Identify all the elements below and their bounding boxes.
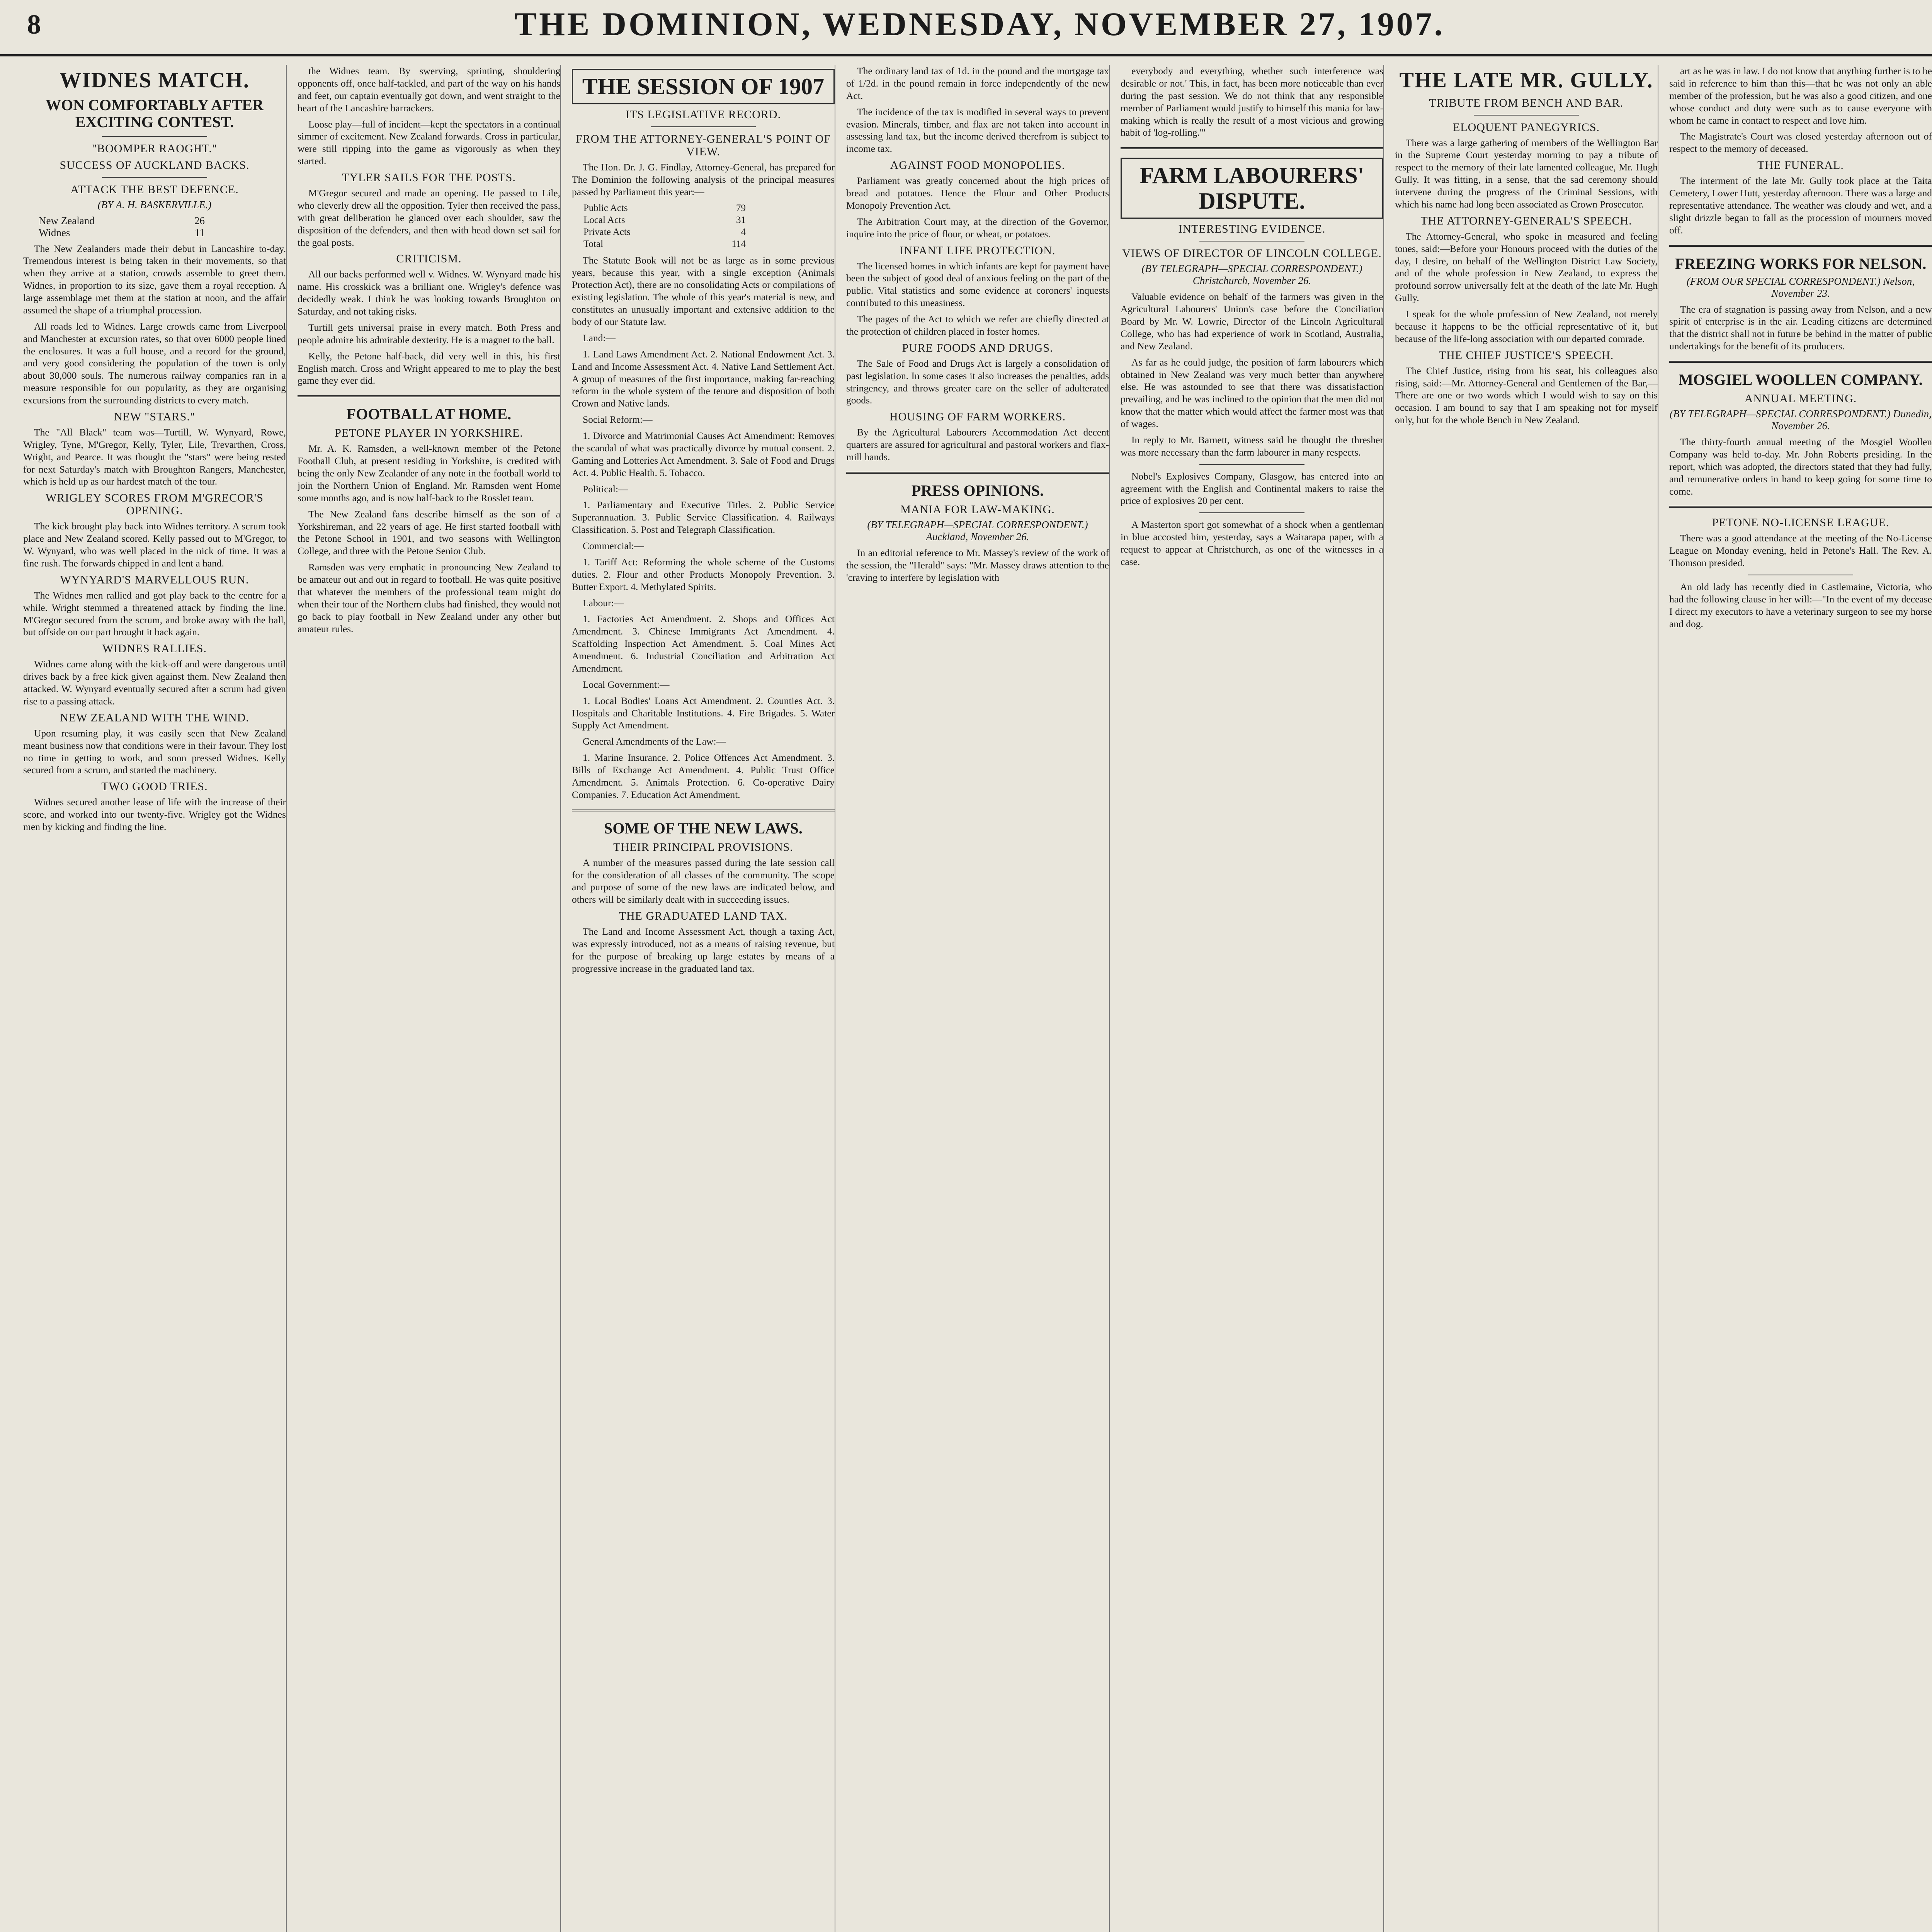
divider [1669, 245, 1932, 247]
paragraph: In an editorial reference to Mr. Massey's review of the work of the session, the "Herald" says: "Mr. Massey draws attention to the 'craving to interfere by legislation with [846, 547, 1109, 583]
paragraph: The Sale of Food and Drugs Act is largely a consolidation of past legislation. In some cases it also increases the penalties, adds stringency, and throws greater care on the seller of adulterated goods. [846, 357, 1109, 406]
section-heading: NEW ZEALAND WITH THE WIND. [60, 711, 249, 724]
score-row: New Zealand 26 [39, 214, 205, 226]
paragraph: 1. Parliamentary and Executive Titles. 2. Public Service Superannuation. 3. Public Service Classification. 4. Railways Classification. 5. Post and Telegraph Classification. [572, 499, 835, 536]
paragraph: The kick brought play back into Widnes territory. A scrum took place and New Zealand scored. Kelly passed out to M'Gregor, to W. Wynyard, who was well placed in the nick of time. It was a fine rush. The forwards chipped in and lent a hand. [23, 520, 286, 569]
headline: FREEZING WORKS FOR NELSON. [1675, 255, 1927, 272]
section-heading: CRITICISM. [396, 252, 462, 265]
paragraph: 1. Divorce and Matrimonial Causes Act Amendment: Removes the scandal of what was practically divorce by mutual consent. 2. Gaming and Lotteries Act Amendment. 3. Sale of Food and Drugs Act. 4. Public Health. 5. Tobacco. [572, 430, 835, 478]
divider [1121, 147, 1383, 149]
list-heading: Social Reform:— [583, 414, 653, 425]
paragraph: Kelly, the Petone half-back, did very well in this, his first English match. Cross and Wright appeared to me to play the best game they ever did. [298, 350, 560, 386]
subheadline: PETONE PLAYER IN YORKSHIRE. [335, 427, 523, 440]
page-number: 8 [27, 9, 41, 40]
section-heading: THE GRADUATED LAND TAX. [619, 910, 788, 923]
subheadline: INTERESTING EVIDENCE. [1178, 223, 1326, 236]
paragraph: Widnes came along with the kick-off and were dangerous until drives back by a free kick given against them. New Zealand then attacked. W. Wynyard eventually secured after a scrum had given rise to a passing attack. [23, 658, 286, 707]
paragraph: The thirty-fourth annual meeting of the Mosgiel Woollen Company was held to-day. Mr. John Roberts presiding. In the report, which was adopted, the directors stated that they had fully, and remunerative orders in hand to keep going for some time to come. [1669, 436, 1932, 497]
paragraph: The licensed homes in which infants are kept for payment have been the subject of good deal of anxious feeling on the part of the public. Vital statistics and some evidence at coroners' inquests contributed to this uneasiness. [846, 260, 1109, 309]
paragraph: The Chief Justice, rising from his seat, his colleagues also rising, said:—Mr. Attorney-General and Gentlemen of the Bar,—There are one or two words which I would wish to say on this occasion. I am bound to say that I am speaking not for myself only, but for the whole Bench in New Zealand. [1395, 365, 1658, 426]
column-session-1907 [572, 65, 835, 1932]
headline: THE LATE MR. GULLY. [1399, 68, 1653, 92]
section-heading: TYLER SAILS FOR THE POSTS. [342, 171, 516, 184]
headline: FOOTBALL AT HOME. [346, 405, 512, 423]
section-heading: THE ATTORNEY-GENERAL'S SPEECH. [1420, 214, 1632, 227]
list-heading: Labour:— [583, 597, 624, 609]
list-heading: Political:— [583, 483, 628, 495]
column-late-mr-gully [1395, 65, 1658, 1932]
divider [651, 126, 756, 127]
paragraph: The Arbitration Court may, at the direction of the Governor, inquire into the price of flour, or wheat, or potatoes. [846, 216, 1109, 240]
paragraph: 1. Marine Insurance. 2. Police Offences Act Amendment. 3. Bills of Exchange Act Amendment. 4. Public Trust Office Amendment. 5. Animals Protection. 6. Co-operative Dairy Companies. 7. Education Act Amendment. [572, 752, 835, 800]
subheadline: SUCCESS OF AUCKLAND BACKS. [60, 158, 250, 172]
paragraph: In reply to Mr. Barnett, witness said he thought the thresher was more necessary than the farm labourer in many respects. [1121, 434, 1383, 458]
paragraph: The New Zealanders made their debut in Lancashire to-day. Tremendous interest is being taken in their movements, so that when they arrive at a station, crowds assemble to greet them. Widnes, in proportion to its size, gave them a royal reception. A large assemblage met them at the station at noon, and the affair assumed the shape of a triumphal procession. [23, 243, 286, 316]
paragraph: There was a large gathering of members of the Wellington Bar in the Supreme Court yesterday morning to pay a tribute of respect to the memory of their late lamented colleague, Mr. Hugh Gully. It was fitting, in a sense, that the sad ceremony should intervene during the progress of the Criminal Sessions, with which his name had long been associated as Crown Prosecutor. [1395, 137, 1658, 210]
divider [1199, 241, 1304, 242]
acts-row: Total 114 [583, 239, 746, 250]
section-heading: PETONE NO-LICENSE LEAGUE. [1712, 516, 1889, 529]
paragraph: The incidence of the tax is modified in several ways to prevent evasion. Minerals, timber, and flax are not taken into account in assessing land tax, but the income derived therefrom is subject to income tax. [846, 106, 1109, 155]
paragraph: The era of stagnation is passing away from Nelson, and a new spirit of enterprise is in the air. Leading citizens are determined that the district shall not in future be behind in the matter of public undertakings for the benefit of its producers. [1669, 303, 1932, 352]
column-widnes-continued [298, 65, 561, 1932]
subheadline: ITS LEGISLATIVE RECORD. [625, 108, 781, 121]
paragraph: 1. Tariff Act: Reforming the whole scheme of the Customs duties. 2. Flour and other Products Monopoly Prevention. 3. Butter Export. 4. Methylated Spirits. [572, 556, 835, 592]
paragraph: The Land and Income Assessment Act, though a taxing Act, was expressly introduced, not as a means of raising revenue, but for the purpose of breaking up large estates by means of a progressive increase in the graduated land tax. [572, 926, 835, 974]
acts-row: Private Acts 4 [583, 227, 746, 238]
divider [102, 136, 207, 137]
section-heading: NEW "STARS." [114, 410, 196, 423]
headline: PRESS OPINIONS. [911, 481, 1044, 499]
column-misc-news [1669, 65, 1932, 1932]
section-heading: THE FUNERAL. [1757, 159, 1844, 172]
dateline: (BY TELEGRAPH—SPECIAL CORRESPONDENT.) Auckland, November 26. [867, 519, 1088, 543]
paragraph: There was a good attendance at the meeting of the No-License League on Monday evening, held in Petone's Hall. The Rev. A. Thomson presided. [1669, 532, 1932, 569]
paragraph: An old lady has recently died in Castlemaine, Victoria, who had the following clause in her will:—"In the event of my decease I direct my executors to have a veterinary surgeon to see my horse and dog. [1669, 581, 1932, 629]
headline: THE SESSION OF 1907 [572, 69, 835, 104]
paragraph: The pages of the Act to which we refer are chiefly directed at the protection of children placed in foster homes. [846, 313, 1109, 337]
paragraph: The Widnes men rallied and got play back to the centre for a while. Wright stemmed a threatened attack by finding the line. M'Gregor secured from the scrum, and broke away with the ball, but offside on our part brought it back again. [23, 589, 286, 638]
list-heading: Commercial:— [583, 540, 644, 551]
dateline: (FROM OUR SPECIAL CORRESPONDENT.) Nelson, November 23. [1687, 275, 1915, 299]
paragraph: 1. Factories Act Amendment. 2. Shops and Offices Act Amendment. 3. Chinese Immigrants Act Amendment. 4. Scaffolding Inspection Act Amendment. 5. Coal Mines Act Amendment. 6. Industrial Conciliation and Arbitration Act Amendment. [572, 613, 835, 674]
acts-row: Local Acts 31 [583, 214, 746, 225]
column-session-continued [846, 65, 1110, 1932]
paragraph: Turtill gets universal praise in every match. Both Press and people admire his admirable dexterity. He is a magnet to the ball. [298, 321, 560, 345]
headline: FARM LABOURERS' DISPUTE. [1121, 158, 1383, 219]
paragraph: 1. Land Laws Amendment Act. 2. National Endowment Act. 3. Land and Income Assessment Act. 4. Native Land Settlement Act. A group of measures of the first importance, making far-reaching reform in the whole system of the tenure and disposition of both Crown and Native lands. [572, 348, 835, 409]
paragraph: By the Agricultural Labourers Accommodation Act decent quarters are assured for agricultural and pastoral workers and flax-mill hands. [846, 427, 1109, 463]
subheadline: FROM THE ATTORNEY-GENERAL'S POINT OF VIEW. [576, 133, 831, 158]
divider [1669, 506, 1932, 508]
column-widnes-match [23, 65, 287, 1932]
list-heading: General Amendments of the Law:— [583, 736, 726, 747]
score-table [39, 215, 286, 239]
section-heading: WIDNES RALLIES. [102, 642, 207, 655]
paragraph: The "All Black" team was—Turtill, W. Wynyard, Rowe, Wrigley, Tyne, M'Gregor, Kelly, Tyler, Lile, Trevarthen, Cross, Wright, and Pearce. It was thought the "stars" were being rested for next Saturday's match with Broughton Rangers, Manchester, which is held up as our hardest match of the tour. [23, 426, 286, 487]
paragraph: everybody and everything, whether such interference was desirable or not.' This, in fact, has been more noticeable than ever during the past session. We do not think that any responsible member of Parliament would justify to himself this mania for law-making which is really the result of a most vicious and growing habit of 'log-rolling.'" [1121, 65, 1383, 138]
columns [23, 65, 1932, 1932]
subheadline: MANIA FOR LAW-MAKING. [900, 503, 1055, 516]
headline: WIDNES MATCH. [60, 68, 250, 92]
divider [1474, 115, 1579, 116]
paragraph: A Masterton sport got somewhat of a shock when a gentleman in blue accosted him, yesterday, says a Wairarapa paper, with a request to appear at Christchurch, as one of the witnesses in a case. [1121, 519, 1383, 567]
newspaper-title: THE DOMINION, WEDNESDAY, NOVEMBER 27, 1907. [514, 5, 1445, 43]
paragraph: M'Gregor secured and made an opening. He passed to Lile, who cleverly drew all the opposition. Tyler then received the pass, with great deliberation he glanced over each shoulder, saw the disposition of the defenders, and then with head down set sail for the goal posts. [298, 187, 560, 248]
masthead [0, 0, 1932, 56]
paragraph: All roads led to Widnes. Large crowds came from Liverpool and Manchester at excursion rates, so that over 6000 people lined the enclosures. It was a full house, and a record for the ground, and very good considering the population of the town is only about 30,000 souls. The numerous railway companies ran in a measure responsible for our popularity, as they are organising excursions from the surrounding districts to every match. [23, 320, 286, 406]
column-farm-labourers [1121, 65, 1384, 1932]
subheadline: ANNUAL MEETING. [1744, 392, 1857, 405]
dateline: (BY TELEGRAPH—SPECIAL CORRESPONDENT.) Dunedin, November 26. [1670, 408, 1932, 432]
divider [846, 472, 1109, 474]
subheadline: TRIBUTE FROM BENCH AND BAR. [1429, 96, 1624, 109]
paragraph: All our backs performed well v. Widnes. W. Wynyard made his name. His crosskick was a brilliant one. Wrigley's defence was decidedly weak. I think he was looking towards Broughton on Saturday, and not taking risks. [298, 269, 560, 317]
paragraph: Upon resuming play, it was easily seen that New Zealand meant business now that conditions were in their favour. They lost no time in getting to work, and soon pressed Widnes. Kelly secured from a scrum, and started the machinery. [23, 727, 286, 776]
subheadline: WON COMFORTABLY AFTER EXCITING CONTEST. [46, 96, 264, 131]
paragraph: As far as he could judge, the position of farm labourers which obtained in New Zealand was very much better than anywhere else. He was astounded to see that there was dissatisfaction prevailing, and he was inclined to the opinion that the men did not know that the matter which would affect the farmer most was that of wages. [1121, 356, 1383, 429]
subheadline: ELOQUENT PANEGYRICS. [1452, 121, 1600, 134]
divider [102, 177, 207, 178]
section-heading: WYNYARD'S MARVELLOUS RUN. [60, 573, 249, 586]
paragraph: 1. Local Bodies' Loans Act Amendment. 2. Counties Act. 3. Hospitals and Charitable Institutions. 4. Fire Brigades. 5. Water Supply Act Amendment. [572, 695, 835, 731]
paragraph: Mr. A. K. Ramsden, a well-known member of the Petone Football Club, at present residing in Yorkshire, is credited with being the only New Zealander of any note in the football world to join the Northern Union of England. Mr. Ramsden went Home some months ago, and is now half-back to the Rosslet team. [298, 443, 560, 503]
subheadline: ATTACK THE BEST DEFENCE. [70, 183, 239, 196]
section-heading: AGAINST FOOD MONOPOLIES. [890, 159, 1065, 172]
section-heading: TWO GOOD TRIES. [101, 780, 208, 793]
headline: MOSGIEL WOOLLEN COMPANY. [1679, 371, 1923, 388]
paragraph: I speak for the whole profession of New Zealand, not merely because it happens to be the official representative of it, but because of the life-long association with our departed comrade. [1395, 308, 1658, 344]
headline: SOME OF THE NEW LAWS. [604, 819, 803, 837]
paragraph: The ordinary land tax of 1d. in the pound and the mortgage tax of 1/2d. in the pound remain in force independently of the new Act. [846, 65, 1109, 101]
paragraph: Parliament was greatly concerned about the high prices of bread and potatoes. Hence the Flour and Other Products Monopoly Prevention Act. [846, 175, 1109, 211]
subheadline: THEIR PRINCIPAL PROVISIONS. [613, 840, 793, 854]
paragraph: The Magistrate's Court was closed yesterday afternoon out of respect to the memory of deceased. [1669, 131, 1932, 155]
paragraph: Nobel's Explosives Company, Glasgow, has entered into an agreement with the English and Continental makers to raise the price of explosives 20 per cent. [1121, 470, 1383, 507]
section-heading: WRIGLEY SCORES FROM M'GRECOR'S OPENING. [46, 492, 264, 517]
byline: (BY A. H. BASKERVILLE.) [97, 199, 212, 211]
section-heading: THE CHIEF JUSTICE'S SPEECH. [1439, 349, 1614, 362]
paragraph: art as he was in law. I do not know that anything further is to be said in reference to him than this—that he was not only an able member of the profession, but he was also a good citizen, and one whose conduct and duty were such as to cause everyone with whom he came in contact to respect and love him. [1669, 65, 1932, 126]
paragraph: The Hon. Dr. J. G. Findlay, Attorney-General, has prepared for The Dominion the following analysis of the principal measures passed by Parliament this year:— [572, 162, 835, 197]
acts-table [583, 202, 835, 250]
subheadline: VIEWS OF DIRECTOR OF LINCOLN COLLEGE. [1122, 247, 1382, 260]
divider [1199, 512, 1304, 513]
section-heading: HOUSING OF FARM WORKERS. [889, 410, 1066, 423]
divider [1199, 464, 1304, 465]
dateline: (BY TELEGRAPH—SPECIAL CORRESPONDENT.) Christchurch, November 26. [1141, 263, 1362, 287]
list-heading: Local Government:— [583, 679, 670, 690]
section-heading: PURE FOODS AND DRUGS. [902, 341, 1053, 354]
paragraph: The Statute Book will not be as large as in some previous years, because this year, with a single exception (Animals Protection Act), there are no consolidating Acts or compilations of existing legislation. The whole of this year's material is new, and constitutes an unusually important and extensive addition to the body of our Statute law. [572, 254, 835, 327]
paragraph: Valuable evidence on behalf of the farmers was given in the Agricultural Labourers' Union's case before the Conciliation Board by Mr. W. Lowrie, Director of the Lincoln Agricultural College, who has had experience of work in Scotland, Australia, and New Zealand. [1121, 291, 1383, 352]
paragraph: Loose play—full of incident—kept the spectators in a continual simmer of excitement. New Zealand forwards. Cross in particular, were still ripping into the game as vigorously as when they started. [298, 118, 560, 167]
divider [572, 810, 835, 811]
score-row: Widnes 11 [39, 226, 205, 238]
paragraph: The Attorney-General, who spoke in measured and feeling tones, said:—Before your Honours proceed with the duties of the day, I desire, on behalf of the Wellington District Law Society, and of the whole profession in New Zealand, to express the profound sorrow universally felt at the death of the late Mr. Hugh Gully. [1395, 230, 1658, 304]
paragraph: The interment of the late Mr. Gully took place at the Taita Cemetery, Lower Hutt, yesterday afternoon. There was a large and representative attendance. The weather was cloudy and wet, and a slight drizzle began to fall as the procession of mourners moved off. [1669, 175, 1932, 236]
subheadline: "BOOMPER RAOGHT." [92, 142, 218, 155]
paragraph: Ramsden was very emphatic in pronouncing New Zealand to be amateur out and out in regard to football. He was quite positive that whatever the members of the professional team might do when their tour of the Northern clubs had finished, they would not go back to play football in New Zealand under any other but amateur rules. [298, 561, 560, 634]
list-heading: Land:— [583, 332, 616, 344]
paragraph: the Widnes team. By swerving, sprinting, shouldering opponents off, once half-tackled, and part of the way on his hands and feet, our captain eventually got down, and went straight to the heart of the Lancashire barrackers. [298, 65, 560, 114]
paragraph: The New Zealand fans describe himself as the son of a Yorkshireman, and 22 years of age. He first started football with the Petone School in 1901, and two seasons with Wellington College, and three with the Petone Senior Club. [298, 508, 560, 557]
divider [1669, 361, 1932, 363]
paragraph: Widnes secured another lease of life with the increase of their score, and worked into our twenty-five. Wrigley got the Widnes men by kicking and finding the line. [23, 796, 286, 833]
divider [298, 395, 560, 397]
section-heading: INFANT LIFE PROTECTION. [900, 244, 1056, 257]
paragraph: A number of the measures passed during the late session call for the consideration of all classes of the community. The scope and purpose of some of the new laws are indicated below, and others will be similarly dealt with in succeeding issues. [572, 857, 835, 905]
acts-row: Public Acts 79 [583, 202, 746, 213]
